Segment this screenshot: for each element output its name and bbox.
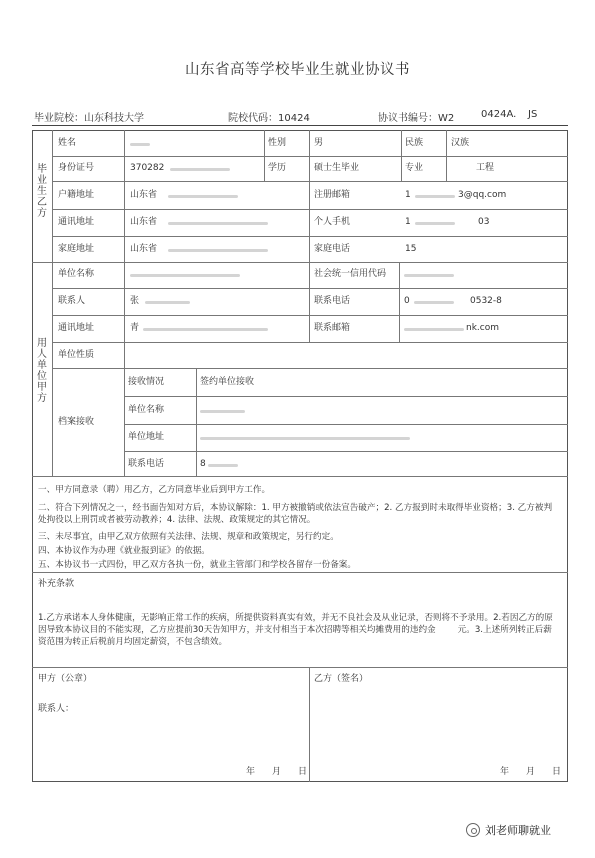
employer-phone-label: 联系电话 bbox=[314, 296, 351, 306]
party-b-signature-label: 乙方（签名） bbox=[314, 674, 369, 684]
redacted-hukou bbox=[168, 195, 238, 198]
archive-phone-label: 联系电话 bbox=[128, 459, 165, 469]
col-divider bbox=[401, 130, 402, 181]
mobile-tail: 03 bbox=[478, 217, 490, 227]
row-divider bbox=[52, 156, 568, 157]
row-divider bbox=[52, 368, 568, 369]
mail-address-label: 通讯地址 bbox=[58, 217, 95, 227]
name-label: 姓名 bbox=[58, 138, 77, 148]
col-divider bbox=[124, 130, 125, 476]
postcode-value: 1 bbox=[405, 190, 411, 200]
degree-label: 学历 bbox=[268, 163, 287, 173]
section-divider bbox=[32, 572, 568, 573]
party-b-day: 日 bbox=[552, 767, 562, 777]
redacted-mobile bbox=[415, 222, 455, 225]
party-a-day: 日 bbox=[298, 767, 308, 777]
redacted-unit-name bbox=[130, 274, 240, 277]
archive-unit-address-label: 单位地址 bbox=[128, 432, 165, 442]
row-divider bbox=[52, 342, 568, 343]
school-code: 院校代码：10424 bbox=[228, 113, 310, 124]
header-rule bbox=[32, 125, 568, 126]
employer-phone-value: 0 bbox=[404, 296, 410, 306]
party-a-contact-label: 联系人： bbox=[38, 704, 75, 714]
clause-3: 三、未尽事宜，由甲乙双方依照有关法律、法规、规章和政策规定，另行约定。 bbox=[38, 532, 339, 542]
redacted-employer-phone bbox=[414, 301, 454, 304]
school-name: 毕业院校：山东科技大学 bbox=[34, 113, 144, 124]
party-b-month: 月 bbox=[526, 767, 536, 777]
supplement-label: 补充条款 bbox=[38, 579, 75, 589]
redacted-archive-phone bbox=[208, 464, 238, 467]
email-tail: 3@qq.com bbox=[458, 190, 507, 200]
redacted-home-address bbox=[168, 249, 268, 252]
watermark-text: 刘老师聊就业 bbox=[485, 824, 551, 837]
watermark bbox=[466, 822, 551, 838]
home-address-value: 山东省 bbox=[130, 244, 158, 254]
redacted-mail-address bbox=[168, 222, 268, 225]
clause-1: 一、甲方同意录（聘）用乙方，乙方同意毕业后到甲方工作。 bbox=[38, 485, 271, 495]
wechat-icon bbox=[466, 823, 480, 837]
clause-2: 二、符合下列情况之一，经书面告知对方后，本协议解除：1. 甲方被撤销或依法宣告破产；2. 乙方报到时未取得毕业资格；3. 乙方被判处拘役以上刑罚或者被劳动教养；4. 法律、法规、政策规定的其它情况。 bbox=[38, 503, 553, 525]
agreement-number-value: 0424A. bbox=[481, 109, 517, 120]
redacted-archive-address bbox=[200, 437, 410, 440]
postcode-label: 注册邮箱 bbox=[314, 190, 351, 200]
redacted-name bbox=[130, 143, 150, 146]
party-a-year: 年 bbox=[246, 767, 256, 777]
mail-address-value: 山东省 bbox=[130, 217, 158, 227]
employer-address-value: 青 bbox=[130, 323, 140, 333]
document-title: 山东省高等学校毕业生就业协议书 bbox=[185, 62, 410, 78]
unit-name-label: 单位名称 bbox=[58, 269, 95, 279]
id-label: 身份证号 bbox=[58, 163, 95, 173]
col-divider bbox=[446, 130, 447, 181]
redacted-email bbox=[415, 195, 455, 198]
receive-status-label: 接收情况 bbox=[128, 377, 165, 387]
gender-value: 男 bbox=[314, 138, 324, 148]
clause-4: 四、本协议作为办理《就业报到证》的依据。 bbox=[38, 546, 210, 556]
archive-unit-name-label: 单位名称 bbox=[128, 405, 165, 415]
redacted-credit-code bbox=[404, 274, 454, 277]
home-phone-label: 家庭电话 bbox=[314, 244, 351, 254]
archive-phone-value: 8 bbox=[200, 459, 206, 469]
major-label: 专业 bbox=[405, 163, 424, 173]
row-divider bbox=[52, 181, 568, 182]
redacted-contact bbox=[145, 301, 190, 304]
row-divider bbox=[124, 396, 568, 397]
col-divider bbox=[264, 130, 265, 181]
degree-value: 硕士生毕业 bbox=[314, 163, 360, 173]
credit-code-label: 社会统一信用代码 bbox=[314, 269, 387, 279]
hukou-value: 山东省 bbox=[130, 190, 158, 200]
employer-email-label: 联系邮箱 bbox=[314, 323, 351, 333]
home-address-label: 家庭地址 bbox=[58, 244, 95, 254]
col-divider bbox=[196, 368, 197, 476]
contact-label: 联系人 bbox=[58, 296, 86, 306]
redacted-id bbox=[170, 168, 230, 171]
redacted-employer-email bbox=[404, 328, 464, 331]
col-divider bbox=[309, 667, 310, 782]
agreement-number-label: 协议书编号：W2 bbox=[378, 113, 455, 124]
col-divider bbox=[399, 262, 400, 342]
ethnicity-label: 民族 bbox=[405, 138, 424, 148]
mobile-value: 1 bbox=[405, 217, 411, 227]
party-a-month: 月 bbox=[272, 767, 282, 777]
home-phone-value: 15 bbox=[405, 244, 417, 254]
party-b-year: 年 bbox=[500, 767, 510, 777]
employer-address-label: 通讯地址 bbox=[58, 323, 95, 333]
col-divider bbox=[309, 262, 310, 342]
hukou-label: 户籍地址 bbox=[58, 190, 95, 200]
row-divider bbox=[52, 315, 568, 316]
id-value: 370282 bbox=[130, 163, 165, 173]
row-divider bbox=[52, 236, 568, 237]
redacted-employer-address bbox=[143, 328, 268, 331]
party-a-seal-label: 甲方（公章） bbox=[38, 674, 93, 684]
col-divider bbox=[52, 130, 53, 476]
col-divider bbox=[309, 130, 310, 262]
ethnicity-value: 汉族 bbox=[451, 138, 470, 148]
section-divider bbox=[32, 667, 568, 668]
employer-email-tail: nk.com bbox=[466, 323, 499, 333]
row-divider bbox=[52, 209, 568, 210]
gender-label: 性别 bbox=[268, 138, 287, 148]
redacted-archive-unit bbox=[200, 410, 245, 413]
receive-status-value: 签约单位接收 bbox=[200, 377, 255, 387]
unit-nature-label: 单位性质 bbox=[58, 350, 95, 360]
archive-label: 档案接收 bbox=[58, 417, 95, 427]
contact-value: 张 bbox=[130, 296, 140, 306]
section-divider bbox=[32, 476, 568, 477]
clause-5: 五、本协议书一式四份，甲乙双方各执一份，就业主管部门和学校各留存一份备案。 bbox=[38, 560, 356, 570]
major-value: 工程 bbox=[476, 163, 495, 173]
row-divider bbox=[52, 288, 568, 289]
section-divider bbox=[32, 262, 568, 263]
row-divider bbox=[124, 424, 568, 425]
row-divider bbox=[124, 451, 568, 452]
mobile-label: 个人手机 bbox=[314, 217, 351, 227]
employer-section-label: 用人单位甲方 bbox=[37, 338, 47, 404]
supplement-text: 1.乙方承诺本人身体健康，无影响正常工作的疾病，所提供资料真实有效，并无不良社会及从业记录，否则将不予录用。2.若因乙方的原因导致本协议目的不能实现，乙方应提前30天告知甲方，并支付相当于本次招聘等相关均摊费用的违约金 元。3.上述所列转正后薪资范围为转正后税前月均固定薪资，不包含绩效。 bbox=[38, 613, 553, 647]
employer-phone-mid: 0532-8 bbox=[470, 296, 502, 306]
agreement-number-tail: JS bbox=[528, 109, 538, 120]
student-section-label: 毕业生乙方 bbox=[37, 164, 47, 219]
